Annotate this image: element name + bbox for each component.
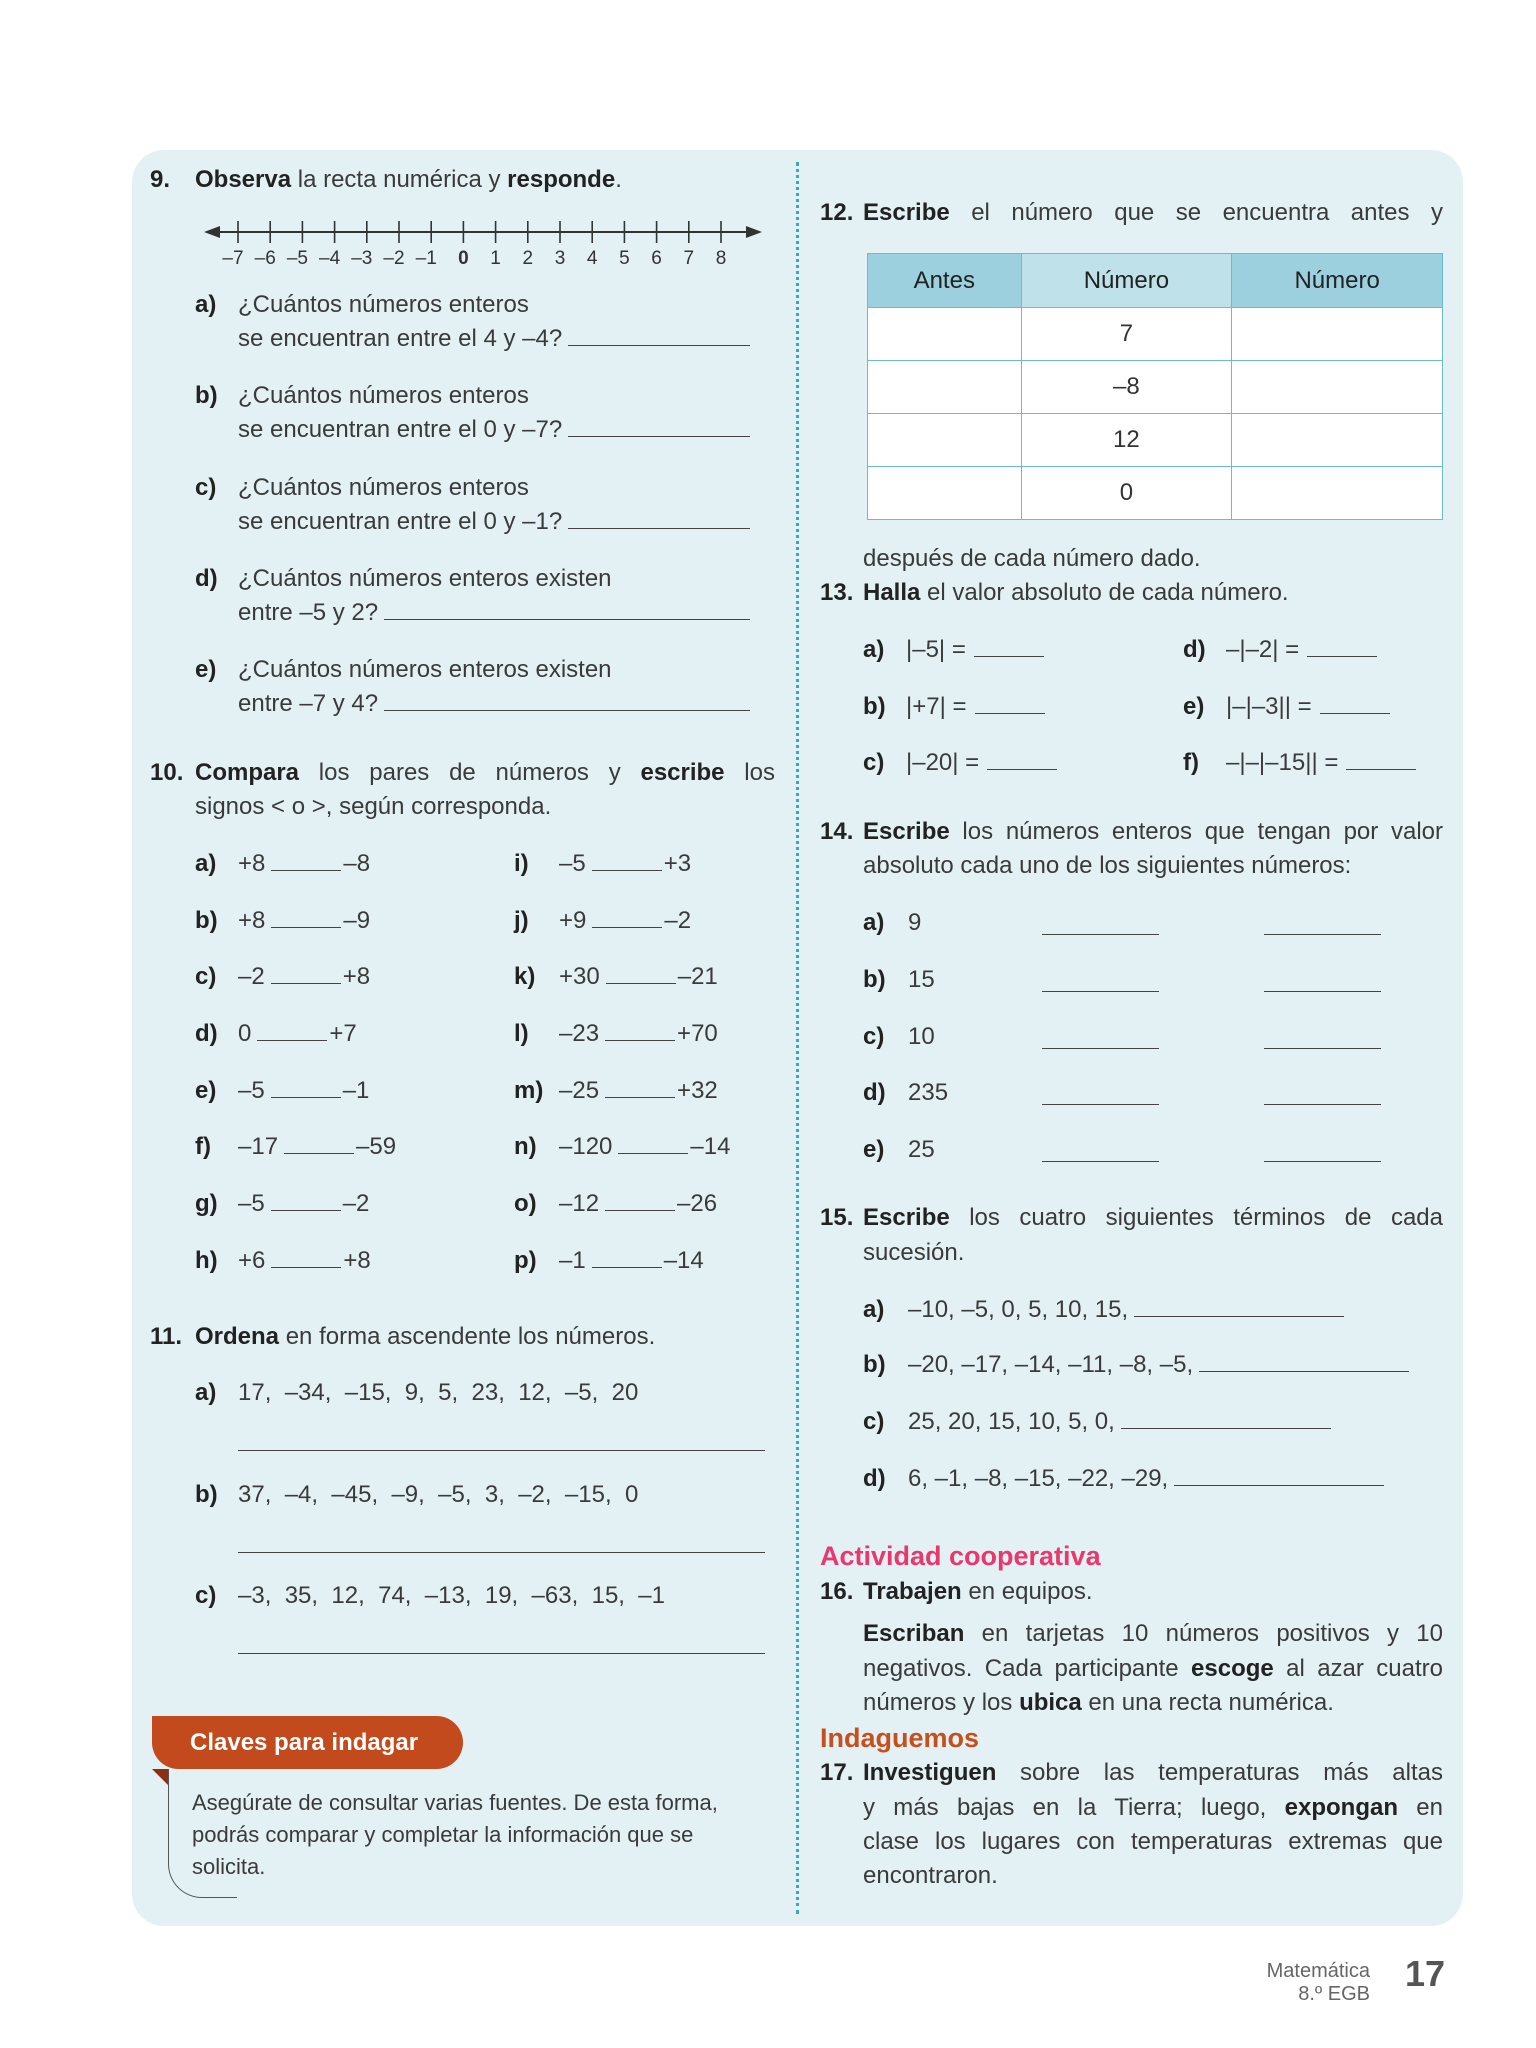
- q10-left-value: –25: [559, 1077, 600, 1104]
- q10-item-label: j): [514, 907, 529, 934]
- header-antes: Antes: [868, 254, 1022, 308]
- answer-cell[interactable]: [1232, 414, 1443, 467]
- footer-grade: 8.º EGB: [1298, 1983, 1370, 2005]
- number-line-tick-label: 3: [554, 248, 566, 269]
- q10-verb2: escribe: [640, 759, 725, 786]
- answer-cell[interactable]: [1232, 361, 1443, 414]
- q15-text: los cuatro siguientes términos de cada: [949, 1204, 1443, 1231]
- q9-number: 9.: [150, 166, 171, 193]
- indaguemos-heading: Indaguemos: [820, 1723, 980, 1753]
- q17-verb: Investiguen: [863, 1759, 997, 1786]
- answer-blank[interactable]: [1042, 1104, 1159, 1105]
- comparison-blank[interactable]: [284, 1152, 354, 1154]
- q13-expression: [1226, 748, 1416, 778]
- number-line-tick-label: –2: [383, 248, 405, 269]
- comparison-blank[interactable]: [271, 869, 341, 871]
- answer-cell[interactable]: [868, 361, 1022, 414]
- q16-text1: en tarjetas 10 números positivos y 10: [964, 1620, 1443, 1647]
- q9-verb2: responde: [507, 166, 616, 193]
- q10-right-value: +70: [677, 1020, 718, 1047]
- number-line-tick-label: 7: [683, 248, 695, 269]
- q17-line3: clase los lugares con temperaturas extremas que: [863, 1828, 1443, 1855]
- q14-item-value: 10: [908, 1023, 935, 1050]
- table-row: [868, 414, 1443, 467]
- comparison-blank[interactable]: [592, 869, 662, 871]
- answer-cell[interactable]: [1232, 308, 1443, 361]
- number-line-tick-label: –4: [319, 248, 341, 269]
- q16-line1: [863, 1619, 1443, 1649]
- q16-text: en equipos.: [961, 1578, 1093, 1605]
- q9-item-line1: ¿Cuántos números enteros: [238, 382, 529, 409]
- q10-left-value: –5: [238, 1077, 265, 1104]
- answer-blank[interactable]: [1264, 991, 1381, 992]
- number-line-tick-label: 6: [651, 248, 662, 269]
- q13-expression: [1226, 635, 1377, 665]
- answer-blank[interactable]: [1042, 1161, 1159, 1162]
- q16-text2a: negativos. Cada participante: [863, 1655, 1192, 1682]
- answer-blank[interactable]: [568, 435, 750, 437]
- answer-blank[interactable]: [568, 527, 750, 529]
- claves-fold: [152, 1769, 168, 1785]
- q14-item-value: 15: [908, 966, 935, 993]
- q10-right-value: –21: [677, 963, 718, 990]
- q10-right-value: +32: [677, 1077, 718, 1104]
- q10-left-value: 0: [238, 1020, 252, 1047]
- number-cell: 12: [1021, 414, 1232, 467]
- q11-number: 11.: [150, 1323, 183, 1350]
- table-row: [868, 308, 1443, 361]
- q10-right-value: –2: [664, 907, 692, 934]
- answer-blank[interactable]: [384, 709, 750, 711]
- number-line-tick-label: 5: [619, 248, 630, 269]
- answer-blank[interactable]: [1264, 934, 1381, 935]
- q14-item-value: 235: [908, 1079, 949, 1106]
- q10-item-label: h): [195, 1247, 218, 1274]
- q10-left-value: –12: [559, 1190, 600, 1217]
- number-line-tick-label: –1: [415, 248, 437, 269]
- q10-right-value: –8: [343, 850, 371, 877]
- before-after-table: [867, 253, 1443, 520]
- q9-item-line2: [238, 507, 750, 537]
- answer-blank[interactable]: [1042, 934, 1159, 935]
- page-number: 17: [1405, 1953, 1446, 1994]
- q9-item-line1: ¿Cuántos números enteros existen: [238, 656, 612, 683]
- answer-blank[interactable]: [384, 618, 750, 620]
- answer-blank[interactable]: [1134, 1315, 1344, 1317]
- q10-text1: los pares de números y: [299, 759, 641, 786]
- q10-left-value: –5: [559, 850, 586, 877]
- q11-answer-line[interactable]: [238, 1552, 765, 1553]
- q10-item-label: g): [195, 1190, 218, 1217]
- q14-item-label: a): [863, 909, 885, 936]
- q10-verb: Compara: [195, 759, 300, 786]
- q10-right-value: +8: [342, 963, 371, 990]
- q13-item-label: b): [863, 693, 886, 720]
- q13-expression: [1226, 692, 1390, 722]
- q9-item-line2: [238, 689, 750, 719]
- q10-left-value: –23: [559, 1020, 600, 1047]
- q10-comparison: [559, 1189, 717, 1219]
- table-row: [868, 361, 1443, 414]
- q10-comparison: [559, 1076, 718, 1106]
- q10-item-label: f): [195, 1133, 211, 1160]
- q10-item-label: e): [195, 1077, 217, 1104]
- q10-item-label: a): [195, 850, 217, 877]
- number-line-tick-label: –3: [351, 248, 373, 269]
- q13-expr-text: |–5| =: [906, 636, 966, 663]
- arrow-right-icon: [746, 226, 762, 238]
- q15-item-label: d): [863, 1465, 886, 1492]
- q16-text3b: en una recta numérica.: [1081, 1689, 1334, 1716]
- q13-expression: [906, 692, 1045, 722]
- q16-verb: Trabajen: [863, 1578, 962, 1605]
- number-cell: –8: [1021, 361, 1232, 414]
- q9-item-line1: ¿Cuántos números enteros: [238, 474, 529, 501]
- q14-item-label: c): [863, 1023, 885, 1050]
- number-line-tick-label: 4: [586, 248, 598, 269]
- table-row: [868, 467, 1443, 520]
- q10-comparison: [559, 906, 691, 936]
- comparison-blank[interactable]: [271, 982, 341, 984]
- q13-expression: [906, 748, 1057, 778]
- answer-blank[interactable]: [1042, 1048, 1159, 1049]
- q15-sequence: [908, 1407, 1331, 1437]
- q15-instruction-line2: sucesión.: [863, 1239, 965, 1266]
- q9-item-text: entre –7 y 4?: [238, 690, 379, 717]
- q9-item-line2: [238, 324, 750, 354]
- q17-text2a: y más bajas en la Tierra; luego,: [863, 1794, 1285, 1821]
- q10-comparison: [238, 906, 370, 936]
- comparison-blank[interactable]: [271, 1209, 341, 1211]
- comparison-blank[interactable]: [592, 926, 662, 928]
- q10-left-value: +30: [559, 963, 600, 990]
- q11-answer-line[interactable]: [238, 1653, 765, 1654]
- q16-line2: [863, 1654, 1443, 1684]
- q11-item-numbers: 17, –34, –15, 9, 5, 23, 12, –5, 20: [238, 1379, 639, 1406]
- q9-item-text: se encuentran entre el 0 y –7?: [238, 416, 563, 443]
- comparison-blank[interactable]: [605, 1039, 675, 1041]
- answer-blank[interactable]: [1307, 655, 1377, 657]
- answer-blank[interactable]: [975, 712, 1045, 714]
- number-cell: 7: [1021, 308, 1232, 361]
- q10-item-label: n): [514, 1133, 537, 1160]
- comparison-blank[interactable]: [592, 1266, 662, 1268]
- q13-item-label: a): [863, 636, 885, 663]
- q10-comparison: [238, 1246, 371, 1276]
- comparison-blank[interactable]: [606, 982, 676, 984]
- answer-cell[interactable]: [868, 467, 1022, 520]
- q13-expr-text: |–|–3|| =: [1226, 693, 1312, 720]
- q14-verb: Escribe: [863, 818, 950, 845]
- number-line-tick-label: –6: [254, 248, 276, 269]
- q10-item-label: l): [514, 1020, 529, 1047]
- q17-line1: [863, 1758, 1443, 1788]
- q17-text2b: en: [1398, 1794, 1444, 1821]
- q10-number: 10.: [150, 759, 184, 786]
- claves-title: Claves para indagar: [152, 1716, 463, 1769]
- q9-end: .: [615, 166, 622, 193]
- arrow-left-icon: [204, 226, 220, 238]
- q17-bold2: expongan: [1284, 1794, 1398, 1821]
- q9-verb: Observa: [195, 166, 292, 193]
- q10-comparison: [559, 1019, 718, 1049]
- q13-verb: Halla: [863, 579, 921, 606]
- number-line-tick-label: 2: [522, 248, 534, 269]
- q11-item-label: c): [195, 1582, 217, 1609]
- q14-text: los números enteros que tengan por valor: [949, 818, 1443, 845]
- q12-number: 12.: [820, 199, 854, 226]
- answer-blank[interactable]: [1264, 1161, 1381, 1162]
- q13-instruction: [863, 578, 1289, 608]
- answer-blank[interactable]: [1174, 1484, 1384, 1486]
- q16-bold3: ubica: [1019, 1689, 1082, 1716]
- q13-item-label: c): [863, 749, 885, 776]
- q9-item-text: se encuentran entre el 4 y –4?: [238, 325, 563, 352]
- q12-instruction: [863, 198, 1443, 228]
- q17-number: 17.: [820, 1759, 854, 1786]
- q10-left-value: –120: [559, 1133, 613, 1160]
- q15-number: 15.: [820, 1204, 854, 1231]
- q10-comparison: [559, 962, 718, 992]
- q16-number: 16.: [820, 1578, 854, 1605]
- q13-item-label: e): [1183, 693, 1205, 720]
- comparison-blank[interactable]: [271, 1096, 341, 1098]
- q10-comparison: [238, 1076, 369, 1106]
- q10-right-value: –59: [356, 1133, 397, 1160]
- q10-comparison: [559, 1246, 704, 1276]
- comparison-blank[interactable]: [257, 1039, 327, 1041]
- q12-verb: Escribe: [863, 199, 950, 226]
- number-line-tick-label: 0: [458, 248, 469, 269]
- answer-blank[interactable]: [974, 655, 1044, 657]
- q10-comparison: [238, 849, 370, 879]
- claves-text-line2: podrás comparar y completar la información que se: [192, 1822, 694, 1847]
- q13-expr-text: –|–|–15|| =: [1226, 749, 1339, 776]
- q11-item-label: a): [195, 1379, 217, 1406]
- q10-item-label: p): [514, 1247, 537, 1274]
- q10-instruction-line1: [195, 758, 775, 788]
- q10-left-value: –5: [238, 1190, 265, 1217]
- q9-item-text: entre –5 y 2?: [238, 599, 379, 626]
- claves-text-line1: Asegúrate de consultar varias fuentes. De esta forma,: [192, 1790, 718, 1815]
- q9-item-text: se encuentran entre el 0 y –1?: [238, 508, 563, 535]
- q9-item-label: a): [195, 291, 217, 318]
- q9-item-line1: ¿Cuántos números enteros: [238, 291, 529, 318]
- column-divider: [796, 162, 799, 1914]
- q10-right-value: –26: [677, 1190, 718, 1217]
- q15-seq-text: –20, –17, –14, –11, –8, –5,: [908, 1351, 1194, 1378]
- header-numero: Número: [1021, 254, 1232, 308]
- comparison-blank[interactable]: [271, 1266, 341, 1268]
- q13-expression: [906, 635, 1044, 665]
- q9-item-line2: [238, 415, 750, 445]
- q14-item-label: d): [863, 1079, 886, 1106]
- q10-right-value: –2: [342, 1190, 370, 1217]
- q10-left-value: +8: [238, 907, 266, 934]
- q10-item-label: o): [514, 1190, 537, 1217]
- q14-item-value: 25: [908, 1136, 935, 1163]
- q11-item-label: b): [195, 1481, 218, 1508]
- actividad-cooperativa-heading: Actividad cooperativa: [820, 1541, 1101, 1571]
- q16-instruction: [863, 1577, 1093, 1607]
- number-line-tick-label: –5: [286, 248, 308, 269]
- q10-left-value: –17: [238, 1133, 279, 1160]
- q11-item-numbers: –3, 35, 12, 74, –13, 19, –63, 15, –1: [238, 1582, 665, 1609]
- answer-blank[interactable]: [1346, 768, 1416, 770]
- q13-expr-text: –|–2| =: [1226, 636, 1300, 663]
- answer-cell[interactable]: [1232, 467, 1443, 520]
- q15-item-label: a): [863, 1296, 885, 1323]
- q10-comparison: [559, 849, 691, 879]
- q10-right-value: +3: [663, 850, 692, 877]
- number-line-tick-label: 8: [715, 248, 727, 269]
- q13-number: 13.: [820, 579, 854, 606]
- q10-right-value: +7: [329, 1020, 357, 1047]
- q10-item-label: d): [195, 1020, 218, 1047]
- q14-item-label: e): [863, 1136, 885, 1163]
- q12-after-text: después de cada número dado.: [863, 545, 1201, 572]
- q15-verb: Escribe: [863, 1204, 950, 1231]
- q10-instruction-line2: signos < o >, según corresponda.: [195, 793, 552, 820]
- q9-item-label: d): [195, 565, 218, 592]
- answer-blank[interactable]: [568, 344, 750, 346]
- q9-item-label: b): [195, 382, 218, 409]
- answer-blank[interactable]: [987, 768, 1057, 770]
- q15-sequence: [908, 1464, 1384, 1494]
- table-header: [868, 254, 1443, 308]
- q16-bold2: escoge: [1191, 1655, 1274, 1682]
- q11-instruction: [195, 1322, 655, 1352]
- number-cell: 0: [1021, 467, 1232, 520]
- q14-item-label: b): [863, 966, 886, 993]
- q10-right-value: +8: [343, 1247, 371, 1274]
- q10-left-value: +8: [238, 850, 266, 877]
- comparison-blank[interactable]: [605, 1209, 675, 1211]
- q13-expr-text: |–20| =: [906, 749, 980, 776]
- q11-verb: Ordena: [195, 1323, 280, 1350]
- q13-text: el valor absoluto de cada número.: [920, 579, 1289, 606]
- q10-right-value: –9: [343, 907, 371, 934]
- q9-text: la recta numérica y: [291, 166, 508, 193]
- answer-cell[interactable]: [868, 308, 1022, 361]
- q15-seq-text: –10, –5, 0, 5, 10, 15,: [908, 1296, 1129, 1323]
- q15-seq-text: 6, –1, –8, –15, –22, –29,: [908, 1465, 1169, 1492]
- q10-item-label: i): [514, 850, 529, 877]
- q10-right-value: –1: [342, 1077, 370, 1104]
- comparison-blank[interactable]: [271, 926, 341, 928]
- q11-item-numbers: 37, –4, –45, –9, –5, 3, –2, –15, 0: [238, 1481, 639, 1508]
- q10-left-value: +6: [238, 1247, 266, 1274]
- number-line-tick-label: 1: [490, 248, 501, 269]
- q9-item-line1: ¿Cuántos números enteros existen: [238, 565, 612, 592]
- q14-item-value: 9: [908, 909, 922, 936]
- number-line-tick-label: –7: [222, 248, 244, 269]
- q16-bold1: Escriban: [863, 1620, 965, 1647]
- q10-left-value: –1: [559, 1247, 586, 1274]
- q13-item-label: d): [1183, 636, 1206, 663]
- q16-line3: [863, 1688, 1334, 1718]
- q10-left-value: –2: [238, 963, 265, 990]
- q17-line4: encontraron.: [863, 1862, 998, 1889]
- q10-comparison: [238, 962, 370, 992]
- q15-instruction-line1: [863, 1203, 1443, 1233]
- q10-comparison: [238, 1189, 369, 1219]
- q15-seq-text: 25, 20, 15, 10, 5, 0,: [908, 1408, 1115, 1435]
- q15-sequence: [908, 1295, 1344, 1325]
- q9-item-label: e): [195, 656, 217, 683]
- answer-blank[interactable]: [1264, 1048, 1381, 1049]
- q10-item-label: m): [514, 1077, 544, 1104]
- answer-blank[interactable]: [1264, 1104, 1381, 1105]
- answer-blank[interactable]: [1199, 1370, 1409, 1372]
- q15-item-label: b): [863, 1351, 886, 1378]
- q17-text1: sobre las temperaturas más altas: [996, 1759, 1443, 1786]
- q10-left-value: +9: [559, 907, 587, 934]
- q10-right-value: –14: [690, 1133, 731, 1160]
- q16-text3a: números y los: [863, 1689, 1020, 1716]
- answer-cell[interactable]: [868, 414, 1022, 467]
- q10-right-value: –14: [663, 1247, 704, 1274]
- q10-item-label: k): [514, 963, 536, 990]
- number-line: [0, 0, 1536, 280]
- answer-blank[interactable]: [1121, 1427, 1331, 1429]
- q12-text: el número que se encuentra antes y: [949, 199, 1443, 226]
- q17-line2: [863, 1793, 1443, 1823]
- comparison-blank[interactable]: [618, 1152, 688, 1154]
- q11-answer-line[interactable]: [238, 1450, 765, 1451]
- footer-subject: Matemática: [1266, 1960, 1370, 1982]
- comparison-blank[interactable]: [605, 1096, 675, 1098]
- q14-number: 14.: [820, 818, 854, 845]
- q16-text2b: al azar cuatro: [1273, 1655, 1443, 1682]
- claves-text-line3: solicita.: [192, 1854, 266, 1879]
- answer-blank[interactable]: [1320, 712, 1390, 714]
- q10-text2: los: [724, 759, 775, 786]
- q10-item-label: b): [195, 907, 218, 934]
- q9-item-label: c): [195, 474, 217, 501]
- q13-expr-text: |+7| =: [906, 693, 967, 720]
- q13-item-label: f): [1183, 749, 1199, 776]
- q14-instruction-line1: [863, 817, 1443, 847]
- q14-instruction-line2: absoluto cada uno de los siguientes números:: [863, 852, 1352, 879]
- q10-item-label: c): [195, 963, 217, 990]
- q10-comparison: [238, 1132, 396, 1162]
- answer-blank[interactable]: [1042, 991, 1159, 992]
- q15-sequence: [908, 1350, 1409, 1380]
- header-despues: Número: [1232, 254, 1443, 308]
- q9-item-line2: [238, 598, 750, 628]
- q10-comparison: [238, 1019, 357, 1049]
- q15-item-label: c): [863, 1408, 885, 1435]
- q10-comparison: [559, 1132, 730, 1162]
- q11-text: en forma ascendente los números.: [279, 1323, 656, 1350]
